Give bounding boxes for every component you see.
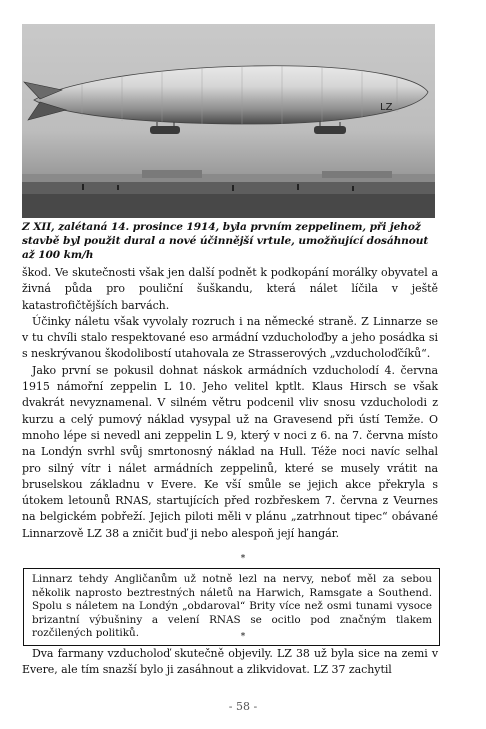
page-number: - 58 - [228,700,258,713]
body-text [22,265,438,542]
hangar [142,170,202,178]
boxed-note: Linnarz tehdy Angličanům už notně lezl na nervy, neboť měl za sebou několik naprosto beztrestných náletů na Harwich, Ramsgate a Southend. Spolu s náletem na Londýn „obdaroval“ Brity více než osmi tunami vysoce brizantní výbušniny a velení RNAS se ocitlo pod značným tlakem rozčilených politiků. [23,568,440,646]
hull-marking: LZ [380,102,393,113]
photo-caption: Z XII, zalétaná 14. prosince 1914, byla prvním zeppelinem, při jehož stavbě byl použit dural a nové účinnější vrtule, umožňující dosáhnout až 100 km/h [22,221,429,261]
paragraph: škod. Ve skutečnosti však jen další podnět k podkopání morálky obyvatel a živná půda pro pouliční šuškandu, která nálet líčila v ještě katastrofičtějších barvách. [22,266,438,312]
airfield-foreground [22,194,435,218]
paragraph: Účinky náletu však vyvolaly rozruch i na německé straně. Z Linnarze se v tu chvíli stalo respektované eso armádní vzducholoďby a jeho posádka si s neskrývanou škodolibostí utahovala ze Strasserových „vzducholoďčíků“. [22,314,438,361]
rear-gondola [150,126,180,134]
paragraph: Jako první se pokusil dohnat náskok armádních vzducholodí 4. června 1915 námořní zeppelin L 10. Jeho velitel kptlt. Klaus Hirsch se však dvakrát nevyznamenal. V silném větru podcenil vliv snosu vzducholodi z kurzu a celý pumový náklad vysypal už na Gravesend při ústí Temže. O mnoho lépe si nevedl ani zeppelin L 9, který v noci z 6. na 7. června místo na Londýn svrhl svůj smrtonosný náklad na Hull. Téže noci navíc selhal pro silný vítr i nálet armádních zeppelinů, které se musely vrátit na bruselskou základnu v Evere. Ke vší smůle se jejich akce překryla s útokem letounů RNAS, startujících před rozbřeskem 7. června z Veurnes na belgickém pobřeží. Jejich piloti měli v plánu „zatrhnout tipec“ obávané Linnarzově LZ 38 a zničit buď ji nebo alespoň její hangár. [22,363,438,540]
section-separator: * [240,554,246,564]
section-separator: * [240,632,246,642]
paragraph: Dva farmany vzducholoď skutečně objevily. LZ 38 už byla sice na zemi v Evere, ale tím snazší bylo ji zasáhnout a zlikvidovat. LZ 37 zachytil [22,647,438,677]
front-gondola [314,126,346,134]
zeppelin-illustration [22,24,435,218]
closing-text [22,646,438,679]
hangar [322,171,392,178]
zeppelin-hull [24,66,428,134]
zeppelin-photo [22,24,435,218]
